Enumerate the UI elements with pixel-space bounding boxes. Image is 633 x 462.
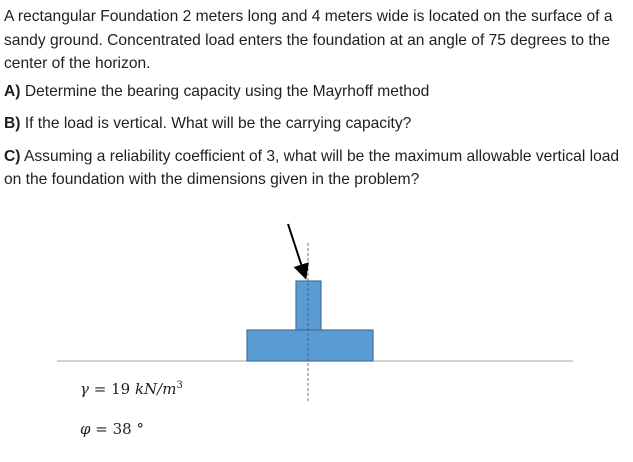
gamma-unit-exponent: 3 (176, 380, 183, 391)
part-b-letter: B) (4, 115, 21, 132)
part-c-letter: C) (4, 147, 21, 165)
part-a-text: Determine the bearing capacity using the Mayrhoff method (24, 82, 430, 100)
part-c-text: Assuming a reliability coefficient of 3, what will be the maximum allowable vertical load on the foundation with the dimensions given in the problem? (4, 147, 620, 188)
gamma-unit: kN/m (134, 380, 177, 398)
problem-statement (4, 5, 629, 201)
part-b-text: If the load is vertical. What will be the carrying capacity? (24, 115, 412, 132)
column-stem (296, 281, 321, 330)
gamma-symbol: γ (80, 380, 89, 398)
part-c (4, 145, 629, 192)
friction-angle-label (80, 420, 144, 438)
unit-weight-label (80, 380, 183, 398)
problem-intro: A rectangular Foundation 2 meters long and 4 meters wide is located on the surface of a sandy ground. Concentrated load enters the foundation at an angle of 75 degrees to the center of the horizon. (4, 8, 613, 72)
phi-symbol: φ (80, 420, 91, 438)
inclined-load-arrow (288, 224, 305, 276)
gamma-value: = 19 (88, 380, 135, 398)
footing-base (247, 330, 373, 361)
part-b (4, 112, 629, 136)
part-a-letter: A) (4, 82, 21, 100)
phi-value: = 38 ° (90, 420, 144, 438)
part-a (4, 80, 629, 104)
